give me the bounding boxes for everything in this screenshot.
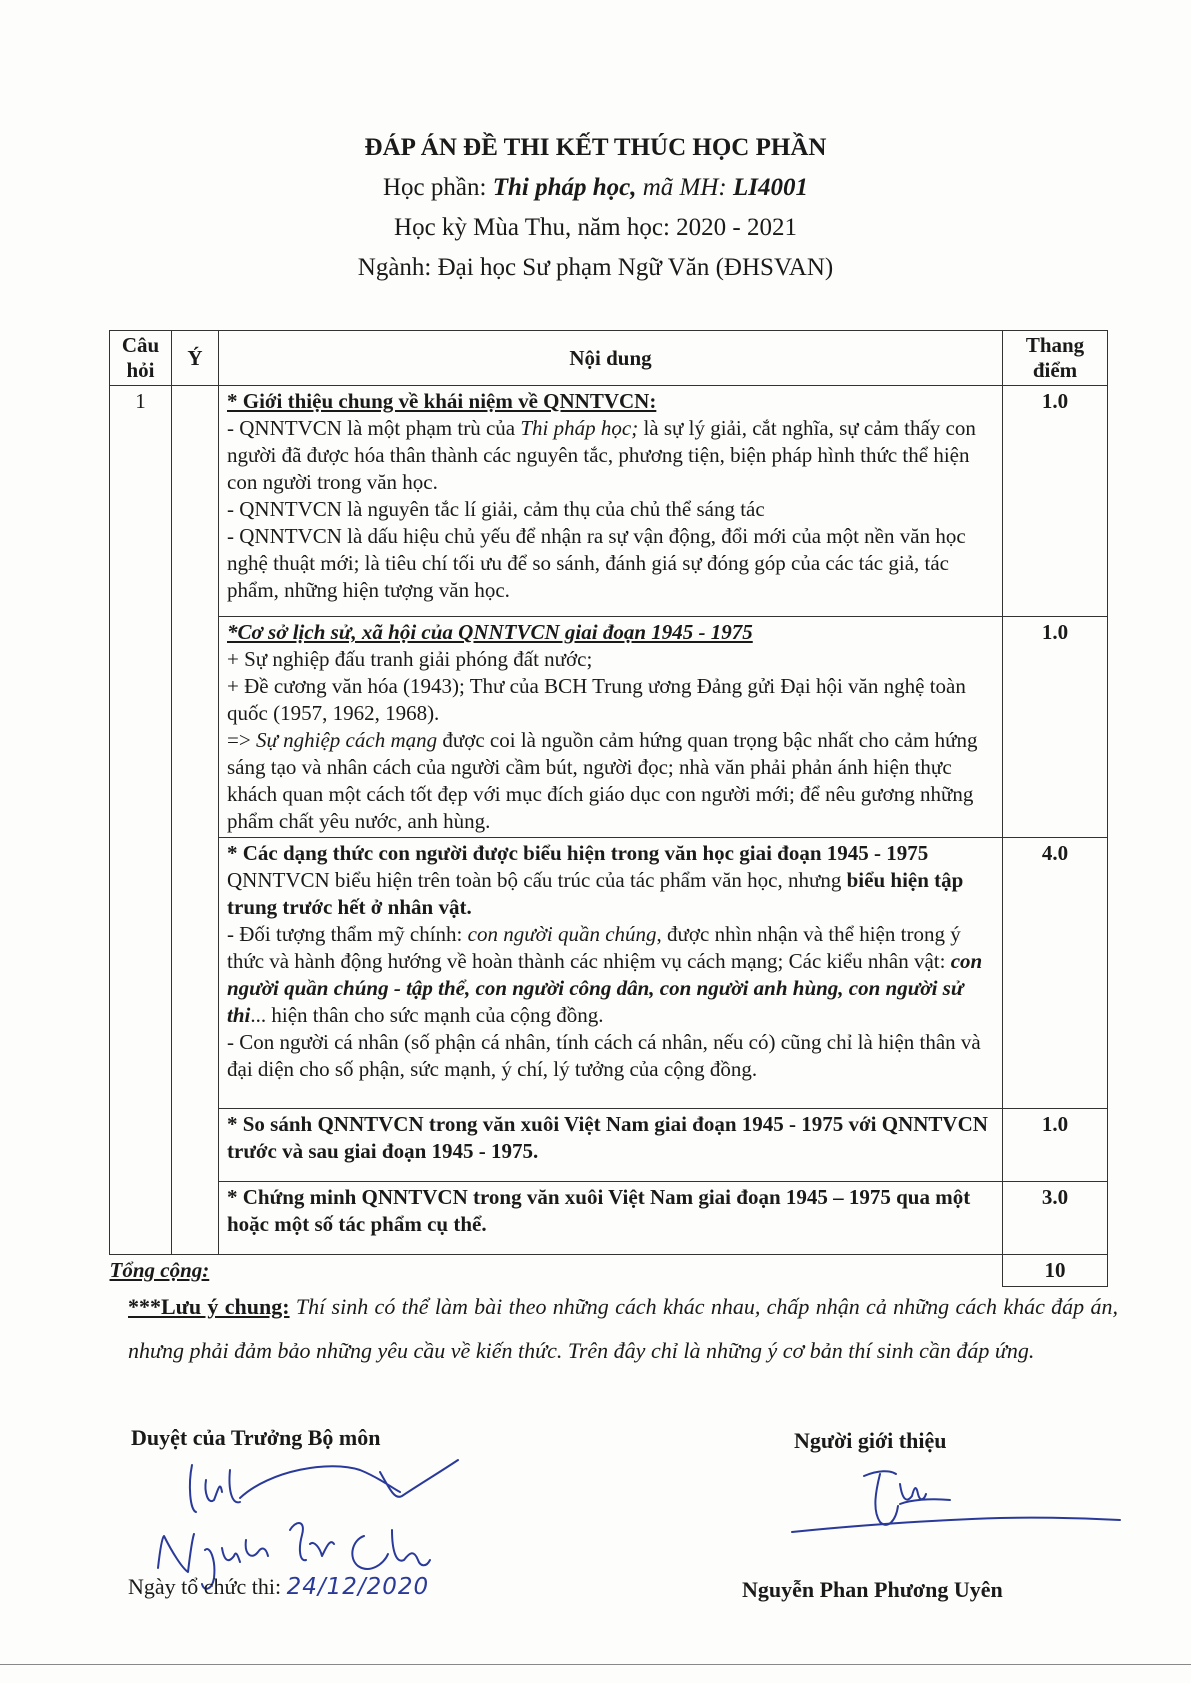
score-cell: 3.0 (1003, 1182, 1108, 1255)
note-label: ***Lưu ý chung: (128, 1294, 290, 1319)
row-heading: * Giới thiệu chung về khái niệm về QNNTVCN: (227, 389, 657, 413)
total-score: 10 (1003, 1255, 1108, 1287)
page-bottom-divider (0, 1664, 1191, 1665)
row-heading: * Các dạng thức con người được biểu hiện trong văn học giai đoạn 1945 - 1975 (227, 841, 929, 865)
major-line: Ngành: Đại học Sư phạm Ngữ Văn (ĐHSVAN) (357, 254, 834, 281)
content-cell: * Các dạng thức con người được biểu hiện trong văn học giai đoạn 1945 - 1975 QNNTVCN biểu hiện trên toàn bộ cấu trúc của tác phẩm văn học, nhưng biểu hiện tập trung trước hết ở nhân vật. - Đối tượng thẩm mỹ chính: con người quần chúng, được nhìn nhận và thể hiện trong ý thức và hành động hướng về hoàn thành các nhiệm vụ cách mạng; Các kiểu nhân vật: con người quần chúng - tập thể, con người công dân, con người anh hùng, con người sử thi... hiện thân cho sức mạnh của cộng đồng. - Con người cá nhân (số phận cá nhân, tính cách cá nhân, nếu có) cũng chỉ là hiện thân và đại diện cho số phận, sức mạnh, ý chí, lý tưởng của cộng đồng. (219, 838, 1003, 1109)
score-cell: 1.0 (1003, 617, 1108, 838)
presenter-signature (792, 1471, 1120, 1532)
course-code: LI4001 (733, 174, 808, 201)
exam-date-label: Ngày tổ chức thi: (128, 1574, 287, 1599)
score-cell: 1.0 (1003, 386, 1108, 617)
col-header-question: Câu hỏi (110, 331, 172, 386)
total-label: Tổng cộng: (109, 1258, 210, 1282)
department-head-title: Duyệt của Trưởng Bộ môn (131, 1425, 381, 1450)
content-cell: * Giới thiệu chung về khái niệm về QNNTVCN: - QNNTVCN là một phạm trù của Thi pháp học; là sự lý giải, cắt nghĩa, sự cảm thấy con người đã được hóa thân thành các nguyên tắc, phương tiện, biện pháp hình thức thể hiện con người trong văn học. - QNNTVCN là nguyên tắc lí giải, cảm thụ của chủ thể sáng tác - QNNTVCN là dấu hiệu chủ yếu để nhận ra sự vận động, đổi mới của một nền văn học nghệ thuật mới; là tiêu chí tối ưu để so sánh, đánh giá sự đóng góp của các tác giả, tác phẩm, những hiện tượng văn học. (219, 386, 1003, 617)
content-cell: *Cơ sở lịch sử, xã hội của QNNTVCN giai đoạn 1945 - 1975 + Sự nghiệp đấu tranh giải phóng đất nước; + Đề cương văn hóa (1943); Thư của BCH Trung ương Đảng gửi Đại hội văn nghệ toàn quốc (1957, 1962, 1968). => Sự nghiệp cách mạng được coi là nguồn cảm hứng quan trọng bậc nhất cho cảm hứng sáng tạo và nhân cách của người cầm bút, người đọc; nhà văn phải phản ánh hiện thực khách quan một cách tốt đẹp với mục đích giáo dục con người mới; để nêu gương những phẩm chất yêu nước, anh hùng. (219, 617, 1003, 838)
row-heading: * Chứng minh QNNTVCN trong văn xuôi Việt Nam giai đoạn 1945 – 1975 qua một hoặc một số tác phẩm cụ thể. (227, 1185, 971, 1236)
exam-date-value: 24/12/2020 (286, 1574, 430, 1600)
col-header-item: Ý (172, 331, 219, 386)
department-head-signature (190, 1460, 458, 1512)
score-cell: 1.0 (1003, 1109, 1108, 1182)
row-heading: * So sánh QNNTVCN trong văn xuôi Việt Nam giai đoạn 1945 - 1975 với QNNTVCN trước và sau giai đoạn 1945 - 1975. (227, 1112, 988, 1163)
note-text: Thí sinh có thể làm bài theo những cách khác nhau, chấp nhận cả những cách khác đáp án, nhưng phải đảm bảo những yêu cầu về kiến thức. Trên đây chỉ là những ý cơ bản thí sinh cần đáp ứng. (128, 1294, 1118, 1363)
col-header-content: Nội dung (219, 331, 1003, 386)
semester-line: Học kỳ Mùa Thu, năm học: 2020 - 2021 (394, 214, 797, 241)
course-line: Học phần: Thi pháp học, mã MH: LI4001 (383, 174, 808, 201)
question-number: 1 (110, 386, 172, 1255)
row-heading: *Cơ sở lịch sử, xã hội của QNNTVCN giai đoạn 1945 - 1975 (227, 620, 753, 644)
document-title: ĐÁP ÁN ĐỀ THI KẾT THÚC HỌC PHẦN (364, 134, 827, 161)
exam-date-line (128, 1574, 429, 1600)
presenter-title: Người giới thiệu (794, 1428, 947, 1453)
presenter-name: Nguyễn Phan Phương Uyên (742, 1577, 1003, 1602)
course-name: Thi pháp học, (492, 174, 637, 201)
score-cell: 4.0 (1003, 838, 1108, 1109)
col-header-score: Thang điểm (1003, 331, 1108, 386)
